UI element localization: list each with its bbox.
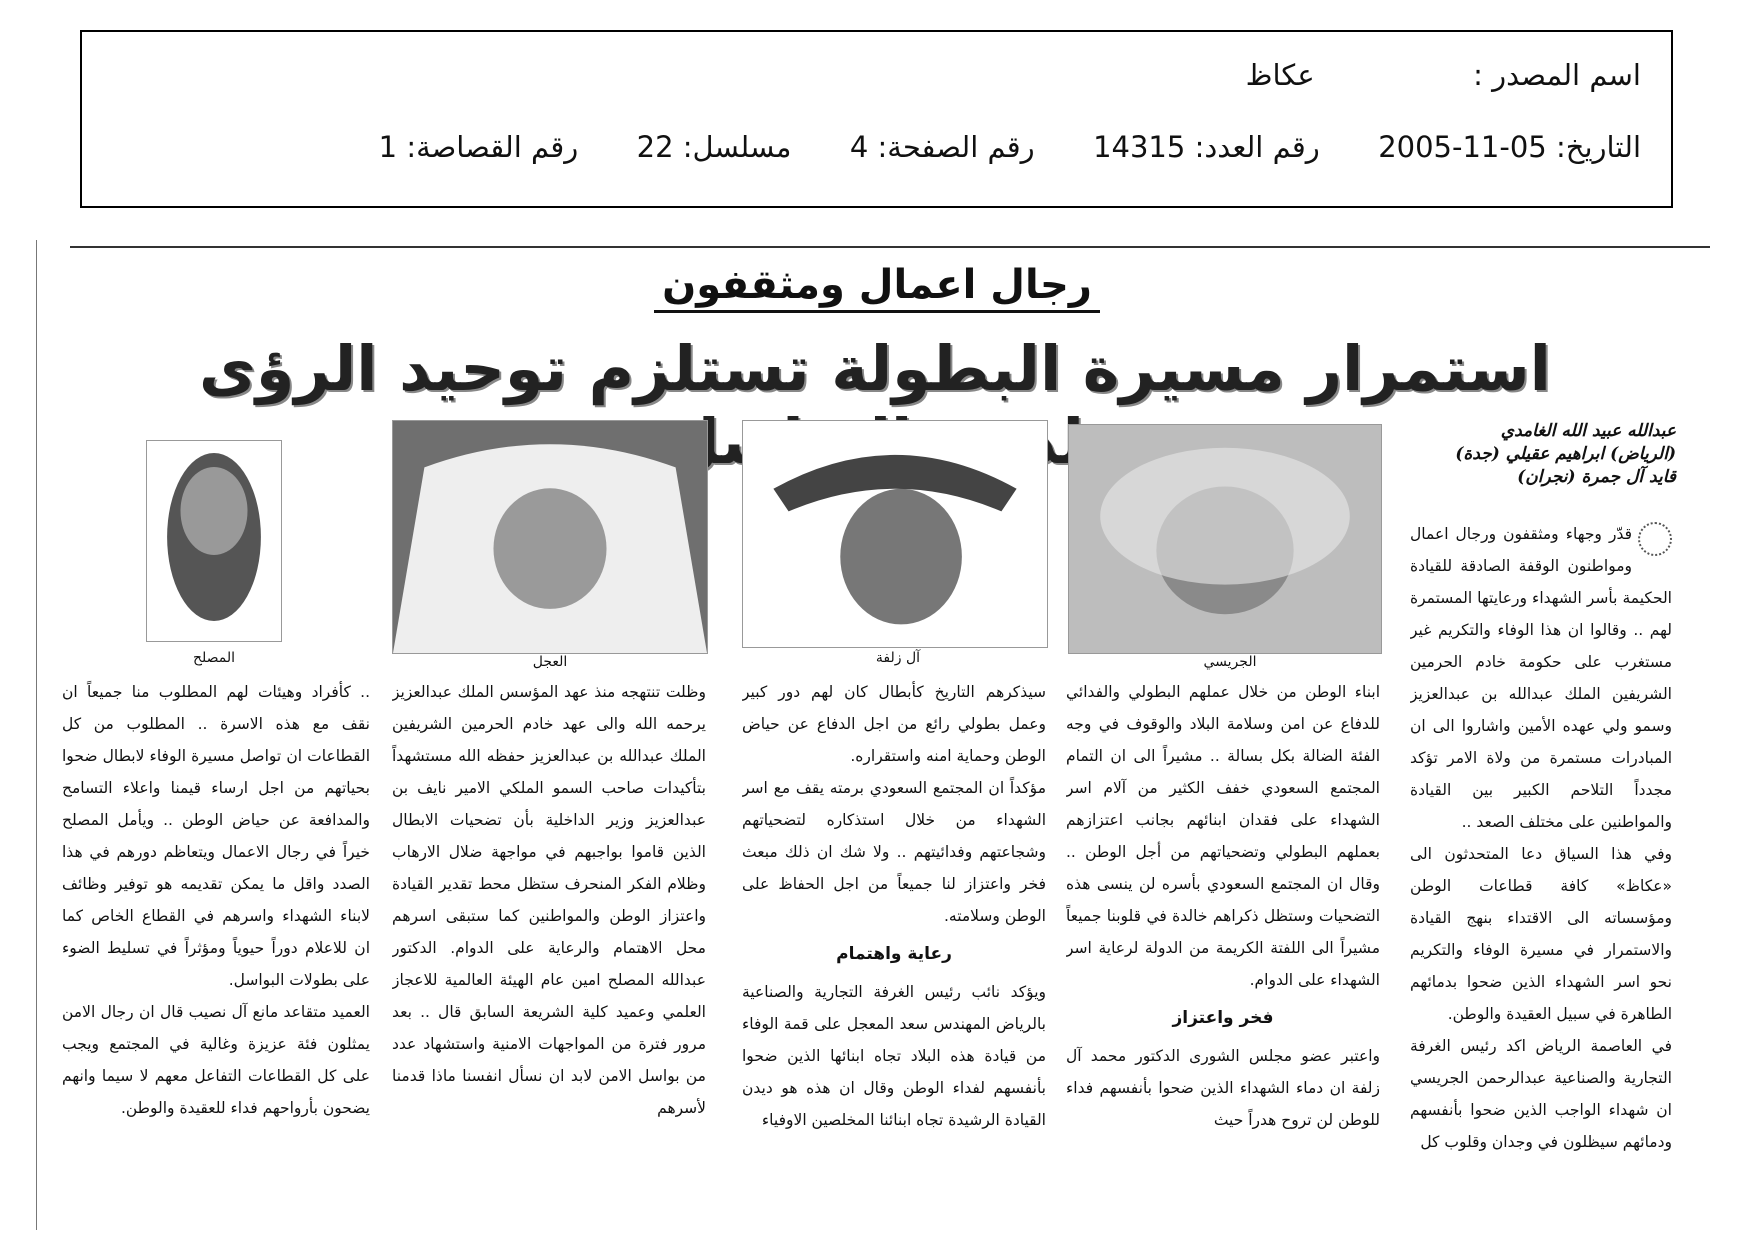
- photo-portrait-1: [1068, 424, 1382, 654]
- date-label: التاريخ:: [1555, 130, 1641, 164]
- source-label: اسم المصدر :: [1473, 58, 1641, 92]
- subheading: رعاية واهتمام: [836, 944, 952, 964]
- paragraph: .. كأفراد وهيئات لهم المطلوب منا جميعاً ان نقف مع هذه الاسرة .. المطلوب من كل القطاعات ان تواصل مسيرة الوفاء لابطال ضحوا بحياتهم من اجل ارساء قيمنا واعلاء التسامح والمدافعة عن حياض الوطن .. ويأمل المصلح خيراً في رجال الاعمال ويتعاظم دورهم في هذا الصدد واقل ما يمكن تقديمه هو توفير وظائف لابناء الشهداء واسرهم في القطاع الخاص كما ان للاعلام دوراً حيوياً ومؤثراً في تسليط الضوء على بطولات البواسل.: [62, 683, 370, 989]
- left-margin-rule: [36, 240, 37, 1230]
- paragraph: ويؤكد نائب رئيس الغرفة التجارية والصناعية بالرياض المهندس سعد المعجل على قمة الوفاء من قيادة هذه البلاد تجاه ابنائها الذين ضحوا بأنفسهم لفداء الوطن وقال ان هذه هو ديدن القيادة الرشيدة تجاه ابنائنا المخلصين الاوفياء: [742, 983, 1046, 1129]
- paragraph: وظلت تنتهجه منذ عهد المؤسس الملك عبدالعزيز يرحمه الله والى عهد خادم الحرمين الشريفين الملك عبدالله بن عبدالعزيز حفظه الله مستشهداً بتأكيدات صاحب السمو الملكي الامير نايف بن عبدالعزيز وزير الداخلية بأن تضحيات الابطال الذين قاموا بواجبهم في مواجهة ضلال الارهاب وظلام الفكر المنحرف ستظل محط تقدير القيادة واعتزاز الوطن والمواطنين كما ستبقى اسرهم محل الاهتمام والرعاية على الدوام. الدكتور عبدالله المصلح امين عام الهيئة العالمية للاعجاز العلمي وعميد كلية الشريعة السابق قال .. بعد مرور فترة من المواجهات الامنية واستشهاد عدد من بواسل الامن لابد ان نسأل انفسنا ماذا قدمنا لأسرهم: [392, 683, 706, 1117]
- paragraph: وفي هذا السياق دعا المتحدثون الى «عكاظ» كافة قطاعات الوطن ومؤسساته الى الاقتداء بنهج القيادة والاستمرار في مسيرة الوفاء والتكريم نحو اسر الشهداء الذين ضحوا بدمائهم الطاهرة في سبيل العقيدة والوطن.: [1410, 845, 1672, 1023]
- photo-portrait-3: [392, 420, 708, 654]
- page-value: 4: [849, 130, 869, 164]
- metadata-box: [80, 30, 1673, 208]
- article-column-4: [392, 676, 706, 1198]
- date-value: 2005-11-05: [1378, 130, 1547, 164]
- paragraph: سيذكرهم التاريخ كأبطال كان لهم دور كبير وعمل بطولي رائع من اجل الدفاع عن حياض الوطن وحماية امنه واستقراره.: [742, 683, 1046, 765]
- issue-value: 14315: [1093, 130, 1186, 164]
- paragraph: مؤكداً ان المجتمع السعودي برمته يقف مع اسر الشهداء من خلال استذكاره لتضحياتهم وشجاعتهم وفدائيتهم .. ولا شك ان ذلك مبعث فخر واعتزاز لنا جميعاً من اجل الحفاظ على الوطن وسلامته.: [742, 779, 1046, 925]
- paragraph: العميد متقاعد مانع آل نصيب قال ان رجال الامن يمثلون فئة عزيزة وغالية في المجتمع ويجب على كل القطاعات التفاعل معهم لا سيما وانهم يضحون بأرواحهم فداء للعقيدة والوطن.: [62, 1003, 370, 1117]
- paragraph: قدّر وجهاء ومثقفون ورجال اعمال ومواطنون الوقفة الصادقة للقيادة الحكيمة بأسر الشهداء ورعايتها المستمرة لهم .. وقالوا ان هذا الوفاء والتكريم غير مستغرب على حكومة خادم الحرمين الشريفين الملك عبدالله بن عبدالعزيز وسمو ولي عهده الأمين واشاروا الى ان المبادرات مستمرة من ولاة الامر تؤكد مجدداً التلاحم الكبير بين القيادة والمواطنين على مختلف الصعد ..: [1410, 525, 1672, 831]
- article-column-3: [742, 676, 1046, 1198]
- paragraph: واعتبر عضو مجلس الشورى الدكتور محمد آل زلفة ان دماء الشهداء الذين ضحوا بأنفسهم فداء للوطن لن تروح هدراً حيث: [1066, 1047, 1380, 1129]
- serial-label: مسلسل:: [682, 130, 792, 164]
- page-label: رقم الصفحة:: [877, 130, 1035, 164]
- photo-portrait-2: [742, 420, 1048, 648]
- serial-value: 22: [636, 130, 674, 164]
- article-column-1: [1410, 518, 1672, 1198]
- photo-caption: آل زلفة: [875, 650, 921, 666]
- photo-portrait-4: [146, 440, 282, 642]
- article-column-5: [62, 676, 370, 1198]
- paragraph: ابناء الوطن من خلال عملهم البطولي والفدائي للدفاع عن امن وسلامة البلاد والوقوف في وجه الفئة الضالة بكل بسالة .. مشيراً الى ان التمام المجتمع السعودي خفف الكثير من آلام اسر الشهداء على فقدان ابنائهم بجانب اعتزازهم بعملهم البطولي وتضحياتهم من أجل الوطن .. وقال ان المجتمع السعودي بأسره لن ينسى هذه التضحيات وستظل ذكراهم خالدة في قلوبنا جميعاً مشيراً الى اللفتة الكريمة من الدولة لرعاية اسر الشهداء على الدوام.: [1066, 683, 1380, 989]
- source-value: عكاظ: [1245, 58, 1315, 92]
- byline: [1386, 420, 1676, 489]
- article-column-2: [1066, 676, 1380, 1198]
- newspaper-logo-icon: [1638, 522, 1672, 556]
- photo-caption: المصلح: [192, 650, 236, 666]
- details-row: [379, 130, 1641, 164]
- clip-label: رقم القصاصة:: [406, 130, 579, 164]
- photo-caption: الجريسي: [1203, 654, 1257, 670]
- clip-value: 1: [378, 130, 398, 164]
- source-row: [1246, 58, 1641, 92]
- byline-line: قايد آل جمرة (نجران): [1517, 467, 1676, 487]
- photo-caption: العجل: [532, 654, 568, 670]
- issue-label: رقم العدد:: [1194, 130, 1320, 164]
- subheading: فخر واعتزاز: [1172, 1008, 1274, 1028]
- byline-line: (الرياض) ابراهيم عقيلي (جدة): [1455, 444, 1676, 464]
- article-headline: استمرار مسيرة البطولة تستلزم توحيد الرؤى: [199, 332, 1551, 405]
- top-rule: [70, 246, 1710, 248]
- article-kicker: رجال اعمال ومثقفون: [0, 262, 1754, 308]
- paragraph: في العاصمة الرياض اكد رئيس الغرفة التجارية والصناعية عبدالرحمن الجريسي ان شهداء الواجب الذين ضحوا بأنفسهم ودمائهم سيظلون في وجدان وقلوب كل: [1410, 1037, 1672, 1151]
- byline-line: عبدالله عبيد الله الغامدي: [1500, 421, 1676, 441]
